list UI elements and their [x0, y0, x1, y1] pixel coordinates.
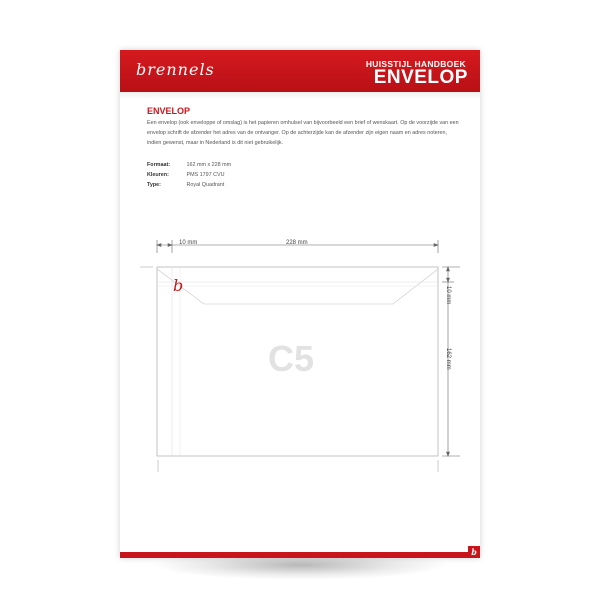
- dim-label-left: 10 mm: [179, 240, 198, 246]
- header-subtitle: HUISSTIJL HANDBOEK: [365, 59, 466, 69]
- brand-logo: brennels: [136, 60, 215, 79]
- dim-label-top: 10 mm: [445, 286, 451, 305]
- envelope-size-label: C5: [268, 338, 315, 379]
- spec-value: Royal Quadrant: [186, 182, 225, 188]
- envelope-diagram: [120, 50, 480, 558]
- dim-label-width: 228 mm: [286, 240, 308, 246]
- document-page: [120, 50, 480, 558]
- header-title: ENVELOP: [373, 67, 468, 88]
- footer-bar: [120, 552, 480, 558]
- spec-label: Formaat:: [147, 162, 171, 168]
- spec-label: Type:: [147, 182, 161, 188]
- logo-mark: b: [173, 276, 184, 295]
- section-title: ENVELOP: [147, 106, 191, 116]
- dim-label-height: 162 mm: [445, 348, 451, 370]
- spec-value: PMS 1797 CVU: [186, 172, 225, 178]
- footer-logo-tab: b: [468, 546, 480, 558]
- spec-label: Kleuren:: [147, 172, 169, 178]
- section-body: Een envelop (ook enveloppe of omslag) is het papieren omhulsel van bijvoorbeeld een brief of wenskaart. Op de voorzijde van een envelop schrift de afzender het adres van de ontvanger. Op de achterzijde kan de afzender zijn eigen naam en adres noteren, indien gewenst, maar in Nederland is dit niet gebruikelijk.: [147, 120, 459, 146]
- spec-value: 162 mm x 228 mm: [186, 162, 232, 168]
